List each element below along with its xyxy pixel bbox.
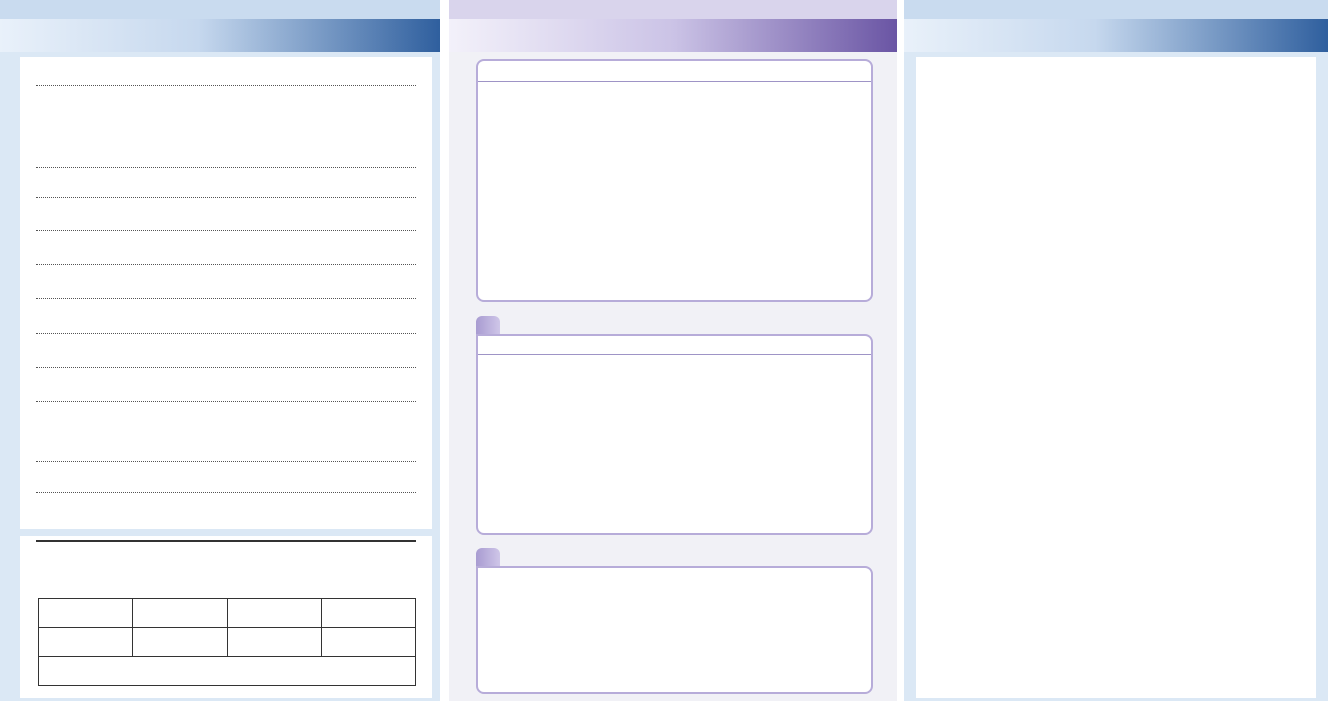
- divider: [36, 367, 416, 368]
- morning-info-panel: [20, 536, 432, 698]
- divider: [36, 167, 416, 168]
- table-cell: [133, 628, 227, 657]
- morning-service-column: [0, 0, 440, 701]
- afternoon-head-row: [478, 63, 871, 82]
- divider: [36, 298, 416, 299]
- study-header-bar: [904, 19, 1328, 52]
- divider: [36, 540, 416, 542]
- table-row: [39, 628, 416, 657]
- table-cell: [321, 599, 415, 628]
- morning-header-bar: [0, 19, 440, 52]
- top-strip: [904, 0, 1328, 19]
- divider: [36, 197, 416, 198]
- table-cell: [227, 599, 321, 628]
- wednesday-tab: [476, 316, 500, 336]
- table-row: [39, 599, 416, 628]
- divider: [36, 492, 416, 493]
- top-strip: [0, 0, 440, 19]
- prayer-duty-table: [38, 598, 416, 686]
- table-cell: [321, 628, 415, 657]
- morning-order-panel: [20, 57, 432, 529]
- offering-committee: [39, 657, 416, 686]
- intercession-tab: [476, 548, 500, 568]
- afternoon-header-bar: [449, 19, 897, 52]
- divider: [36, 230, 416, 231]
- wednesday-order-box: [476, 334, 873, 535]
- table-cell: [227, 628, 321, 657]
- wednesday-head-row: [478, 336, 871, 355]
- divider: [36, 264, 416, 265]
- table-cell: [39, 628, 133, 657]
- afternoon-service-column: [449, 0, 897, 701]
- divider: [36, 401, 416, 402]
- top-strip: [449, 0, 897, 19]
- table-cell: [133, 599, 227, 628]
- afternoon-order-box: [476, 59, 873, 302]
- divider: [36, 461, 416, 462]
- table-cell: [39, 599, 133, 628]
- study-panel: [916, 57, 1316, 698]
- divider: [36, 333, 416, 334]
- intercession-box: [476, 566, 873, 694]
- divider: [36, 85, 416, 86]
- table-row: [39, 657, 416, 686]
- bible-study-column: [904, 0, 1328, 701]
